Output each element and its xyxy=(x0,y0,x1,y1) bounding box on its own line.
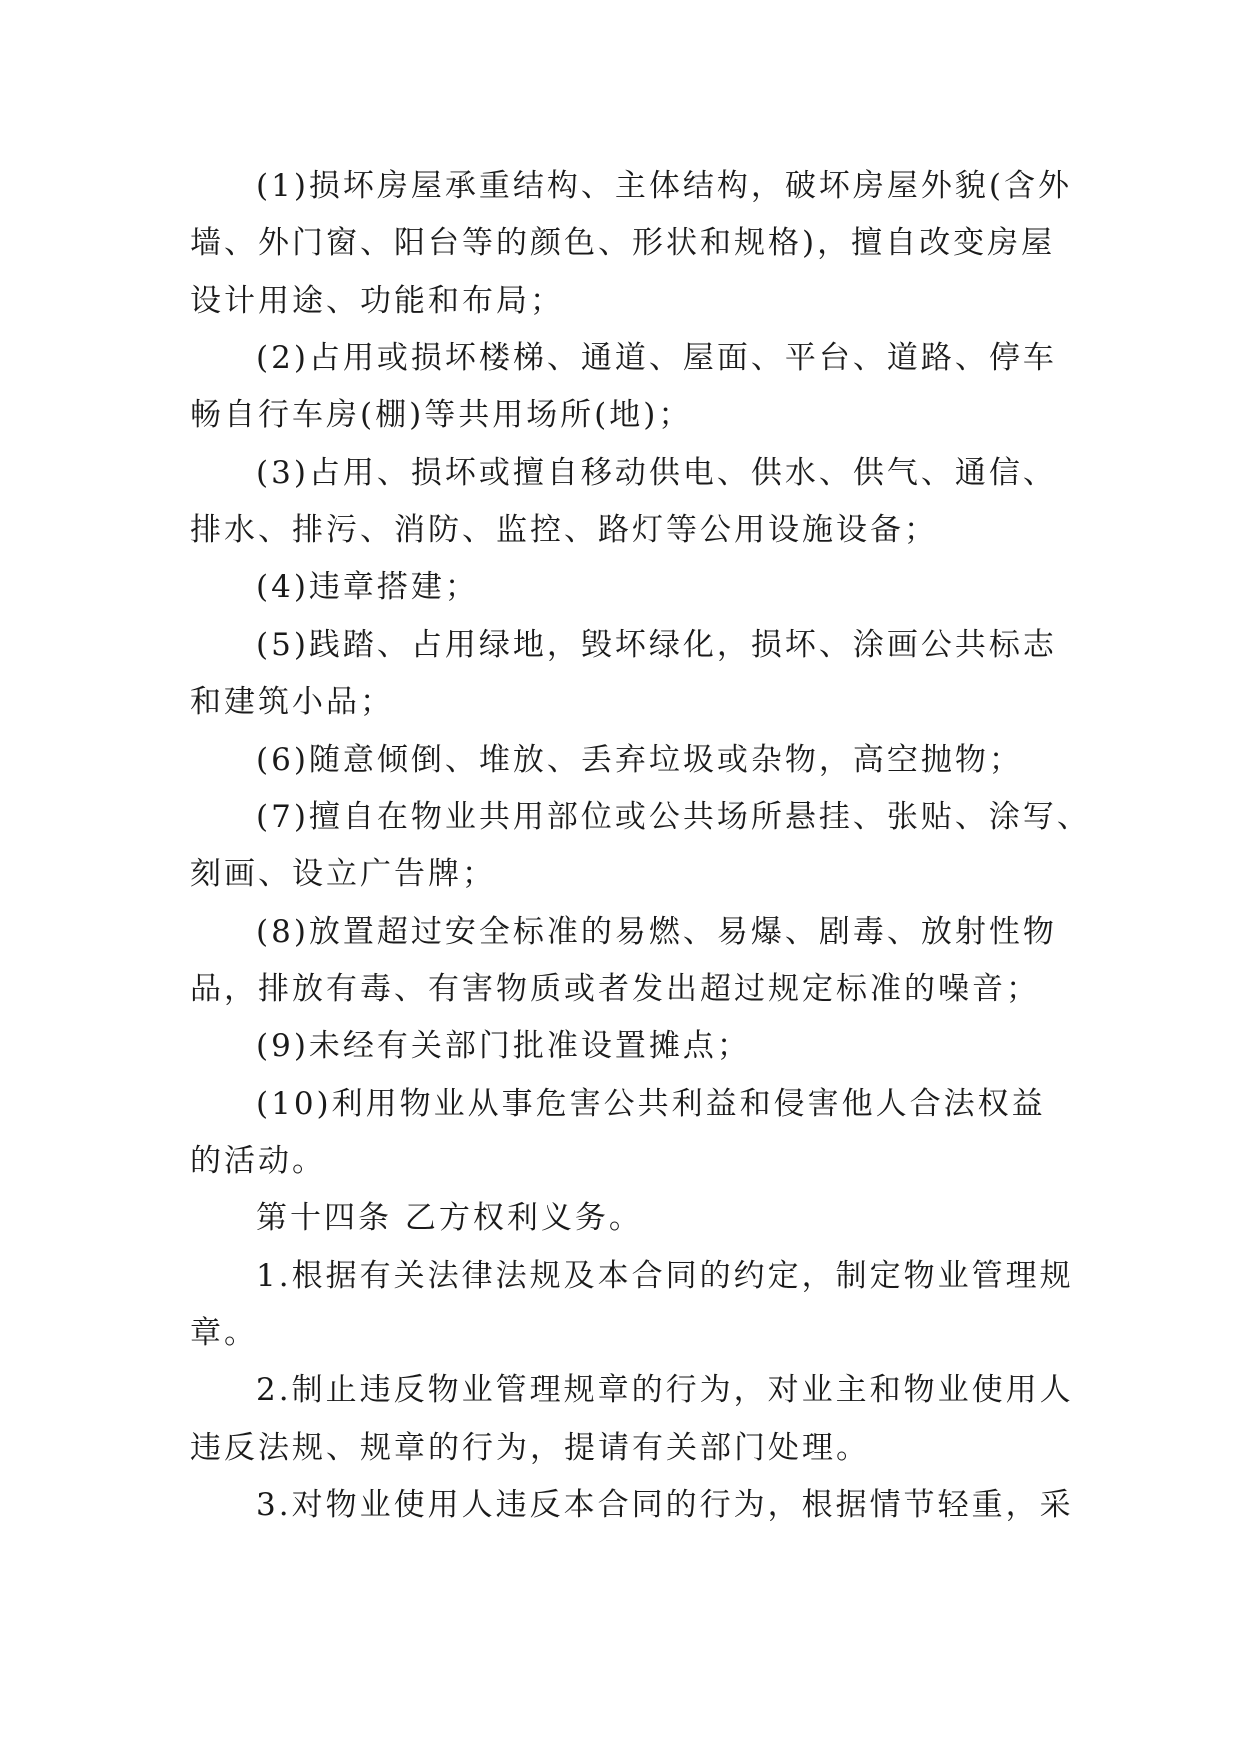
text-line: 1.根据有关法律法规及本合同的约定，制定物业管理规 xyxy=(256,1258,1074,1294)
text-line: (2)占用或损坏楼梯、通道、屋面、平台、道路、停车 xyxy=(256,340,1057,376)
text-line: (10)利用物业从事危害公共利益和侵害他人合法权益 xyxy=(256,1086,1046,1122)
text-line: 2.制止违反物业管理规章的行为，对业主和物业使用人 xyxy=(256,1372,1074,1408)
text-line: (6)随意倾倒、堆放、丢弃垃圾或杂物，高空抛物； xyxy=(256,742,1023,778)
text-line: 设计用途、功能和布局； xyxy=(190,283,564,319)
text-line: 墙、外门窗、阳台等的颜色、形状和规格)，擅自改变房屋 xyxy=(190,225,1056,261)
text-line: (4)违章搭建； xyxy=(256,569,479,605)
text-line: 章。 xyxy=(190,1315,258,1351)
text-line: 排水、排污、消防、监控、路灯等公用设施设备； xyxy=(190,512,938,548)
text-line: (7)擅自在物业共用部位或公共场所悬挂、张贴、涂写、 xyxy=(256,799,1091,835)
text-line: 和建筑小品； xyxy=(190,684,394,720)
text-line: 违反法规、规章的行为，提请有关部门处理。 xyxy=(190,1430,870,1466)
text-line: (5)践踏、占用绿地，毁坏绿化，损坏、涂画公共标志 xyxy=(256,627,1057,663)
section-heading: 第十四条 乙方权利义务。 xyxy=(256,1200,643,1236)
text-line: 品，排放有毒、有害物质或者发出超过规定标准的噪音； xyxy=(190,971,1040,1007)
text-line: 的活动。 xyxy=(190,1143,326,1179)
text-line: (1)损坏房屋承重结构、主体结构，破坏房屋外貌(含外 xyxy=(256,168,1073,204)
text-line: (8)放置超过安全标准的易燃、易爆、剧毒、放射性物 xyxy=(256,914,1057,950)
text-line: (9)未经有关部门批准设置摊点； xyxy=(256,1028,751,1064)
text-line: 畅自行车房(棚)等共用场所(地)； xyxy=(190,397,693,433)
text-line: 刻画、设立广告牌； xyxy=(190,856,496,892)
text-line: 3.对物业使用人违反本合同的行为，根据情节轻重，采 xyxy=(256,1487,1074,1523)
text-line: (3)占用、损坏或擅自移动供电、供水、供气、通信、 xyxy=(256,455,1057,491)
